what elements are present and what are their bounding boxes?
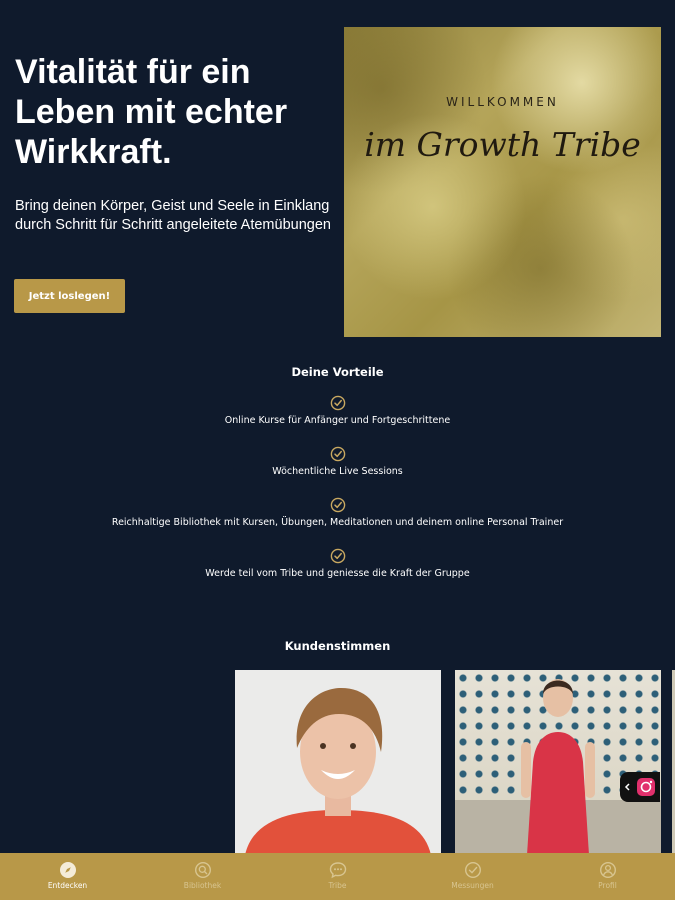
check-circle-icon bbox=[330, 548, 346, 564]
benefit-item bbox=[0, 497, 675, 537]
nav-label: Profil bbox=[598, 881, 617, 890]
check-circle-icon bbox=[330, 446, 346, 462]
welcome-image-kicker: WILLKOMMEN bbox=[446, 95, 559, 109]
chat-bubble-icon bbox=[329, 861, 347, 879]
benefit-text: Reichhaltige Bibliothek mit Kursen, Übungen, Meditationen und deinem online Personal Trainer bbox=[111, 517, 564, 528]
check-circle-icon bbox=[330, 497, 346, 513]
library-search-icon bbox=[194, 861, 212, 879]
instagram-icon bbox=[620, 772, 660, 802]
nav-item-profil[interactable] bbox=[540, 853, 675, 900]
benefit-item bbox=[0, 446, 675, 486]
testimonial-photo bbox=[455, 670, 661, 855]
welcome-image bbox=[344, 27, 661, 337]
hero-title: Vitalität für ein Leben mit echter Wirkkraft. bbox=[15, 53, 288, 171]
welcome-image-script: im Growth Tribe bbox=[364, 125, 641, 164]
user-icon bbox=[599, 861, 617, 879]
gauge-icon bbox=[464, 861, 482, 879]
nav-item-bibliothek[interactable] bbox=[135, 853, 270, 900]
hero-subtitle: Bring deinen Körper, Geist und Seele in Einklang durch Schritt für Schritt angeleitete Atemübungen bbox=[15, 198, 331, 233]
benefit-item bbox=[0, 395, 675, 435]
check-circle-icon bbox=[330, 395, 346, 411]
benefit-item bbox=[0, 548, 675, 588]
benefit-text: Wöchentliche Live Sessions bbox=[272, 466, 403, 477]
nav-label: Bibliothek bbox=[183, 881, 222, 890]
get-started-button[interactable]: Jetzt loslegen! bbox=[14, 279, 125, 313]
nav-label: Entdecken bbox=[47, 881, 88, 890]
nav-item-messungen[interactable] bbox=[405, 853, 540, 900]
story-button[interactable] bbox=[620, 772, 660, 802]
nav-item-tribe[interactable] bbox=[270, 853, 405, 900]
benefits-heading: Deine Vorteile bbox=[291, 365, 384, 379]
benefit-text: Online Kurse für Anfänger und Fortgeschrittene bbox=[224, 415, 451, 426]
nav-label: Tribe bbox=[328, 881, 347, 890]
bottom-nav bbox=[0, 853, 675, 900]
benefit-text: Werde teil vom Tribe und geniesse die Kraft der Gruppe bbox=[205, 568, 470, 579]
nav-item-entdecken[interactable] bbox=[0, 853, 135, 900]
testimonial-photo bbox=[235, 670, 441, 855]
testimonial-card[interactable] bbox=[455, 670, 661, 855]
nav-label: Messungen bbox=[451, 881, 494, 890]
testimonials-heading: Kundenstimmen bbox=[284, 639, 391, 653]
compass-icon bbox=[59, 861, 77, 879]
testimonial-card[interactable] bbox=[235, 670, 441, 855]
